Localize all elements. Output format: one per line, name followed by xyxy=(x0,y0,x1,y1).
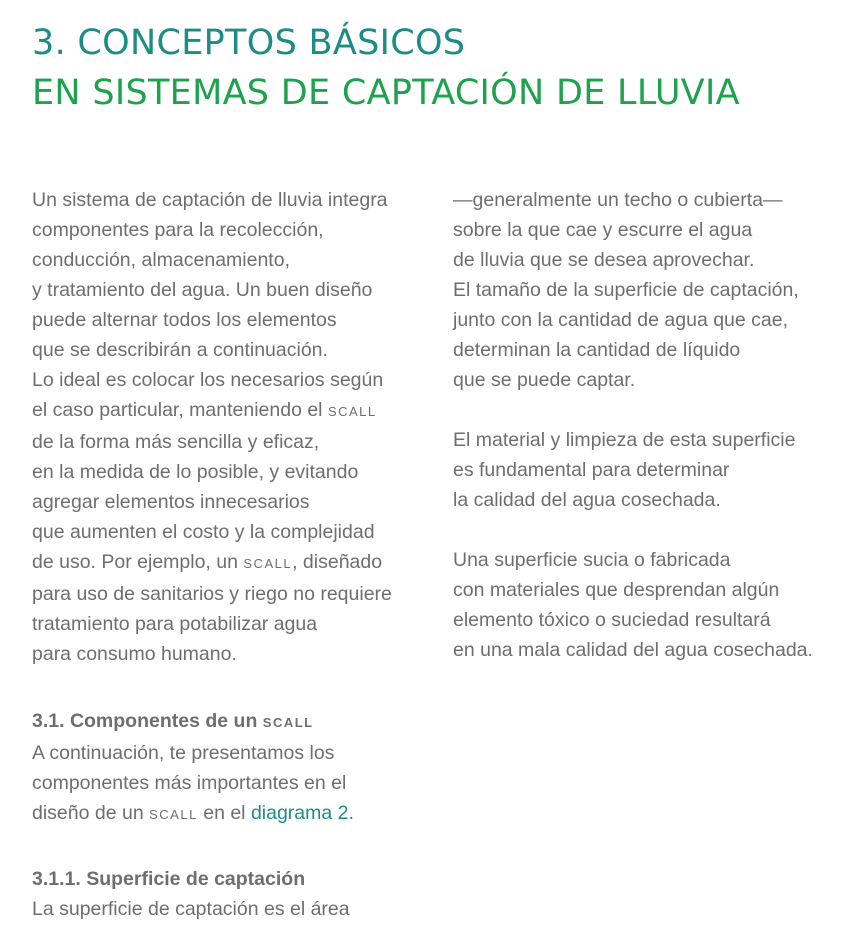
text-line: agregar elementos innecesarios xyxy=(32,491,310,513)
text-segment: . xyxy=(348,802,354,824)
text-segment: diseño de un xyxy=(32,802,150,824)
text-line: de la forma más sencilla y eficaz, xyxy=(32,431,320,453)
text-line: —generalmente un techo o cubierta— xyxy=(453,189,783,211)
text-line: es fundamental para determinar xyxy=(453,459,730,481)
abbr-scall: SCALL xyxy=(243,556,293,571)
text-line: que se describirán a continuación. xyxy=(32,339,328,361)
text-line: determinan la cantidad de líquido xyxy=(453,339,741,361)
text-segment: 3.1. Componentes de un xyxy=(32,710,263,732)
text-line: en la medida de lo posible, y evitando xyxy=(32,461,359,483)
text-line: tratamiento para potabilizar agua xyxy=(32,613,318,635)
text-line: sobre la que cae y escurre el agua xyxy=(453,219,753,241)
section-3-1 xyxy=(32,706,452,830)
section-heading xyxy=(32,706,452,738)
text-line xyxy=(32,798,452,830)
paragraph-gap xyxy=(453,395,853,425)
text-line: y tratamiento del agua. Un buen diseño xyxy=(32,279,373,301)
text-line xyxy=(32,395,442,427)
right-column xyxy=(453,185,853,665)
section-heading: 3.1.1. Superficie de captación xyxy=(32,868,306,890)
text-line: componentes para la recolección, xyxy=(32,219,324,241)
section-3-1-1 xyxy=(32,864,452,924)
title-line-2: EN SISTEMAS DE CAPTACIÓN DE LLUVIA xyxy=(32,73,740,113)
diagram-2-link[interactable]: diagrama 2 xyxy=(250,802,349,824)
abbr-scall: SCALL xyxy=(149,807,198,822)
abbr-scall: SCALL xyxy=(262,715,314,730)
text-line: Un sistema de captación de lluvia integra xyxy=(32,189,388,211)
text-line: El material y limpieza de esta superficie xyxy=(453,429,796,451)
page-title xyxy=(32,18,740,118)
text-line: con materiales que desprendan algún xyxy=(453,579,780,601)
text-segment: de uso. Por ejemplo, un xyxy=(32,551,244,573)
text-line: en una mala calidad del agua cosechada. xyxy=(453,639,813,661)
text-line: de lluvia que se desea aprovechar. xyxy=(453,249,755,271)
text-line: que aumenten el costo y la complejidad xyxy=(32,521,375,543)
text-line: elemento tóxico o suciedad resultará xyxy=(453,609,771,631)
text-line: Lo ideal es colocar los necesarios según xyxy=(32,369,384,391)
text-segment: el caso particular, manteniendo el xyxy=(32,399,328,421)
text-line: componentes más importantes en el xyxy=(32,772,347,794)
text-segment: , diseñado xyxy=(292,551,383,573)
text-line: la calidad del agua cosechada. xyxy=(453,489,721,511)
text-line: junto con la cantidad de agua que cae, xyxy=(453,309,789,331)
left-column xyxy=(32,185,442,669)
text-line: A continuación, te presentamos los xyxy=(32,742,335,764)
text-segment: en el xyxy=(197,802,251,824)
text-line: La superficie de captación es el área xyxy=(32,898,350,920)
text-line: El tamaño de la superficie de captación, xyxy=(453,279,799,301)
text-line: para consumo humano. xyxy=(32,643,237,665)
paragraph-gap xyxy=(453,515,853,545)
title-line-1: 3. CONCEPTOS BÁSICOS xyxy=(32,23,466,63)
text-line: puede alternar todos los elementos xyxy=(32,309,337,331)
text-line: conducción, almacenamiento, xyxy=(32,249,290,271)
abbr-scall: SCALL xyxy=(327,404,377,419)
text-line: que se puede captar. xyxy=(453,369,636,391)
text-line: Una superficie sucia o fabricada xyxy=(453,549,731,571)
text-line xyxy=(32,547,442,579)
text-line: para uso de sanitarios y riego no requiere xyxy=(32,583,392,605)
